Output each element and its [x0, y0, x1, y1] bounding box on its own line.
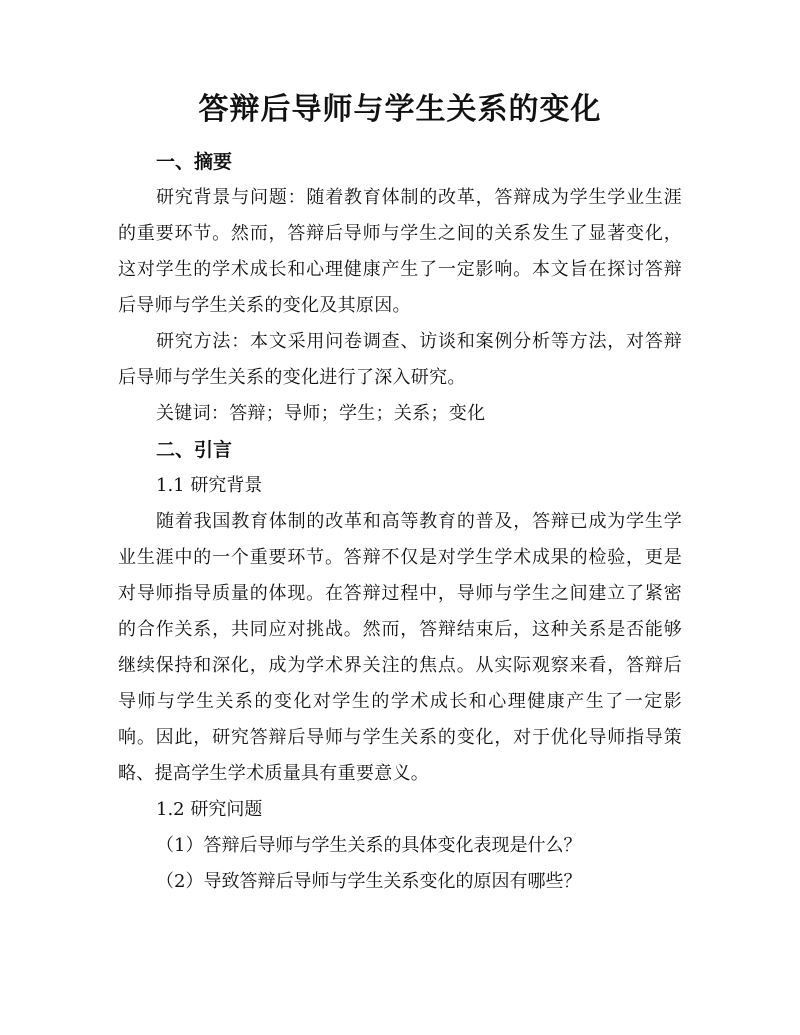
- research-question-item: （1）答辩后导师与学生关系的具体变化表现是什么？: [156, 835, 582, 856]
- keywords-line: 关键词：答辩；导师；学生；关系；变化: [156, 403, 486, 424]
- research-question-item: （2）导致答辩后导师与学生关系变化的原因有哪些？: [156, 871, 582, 892]
- research-questions-heading: 1.2 研究问题: [156, 799, 263, 820]
- introduction-heading: 二、引言: [156, 439, 233, 461]
- research-background-heading: 1.1 研究背景: [156, 475, 263, 496]
- document-title: 答辩后导师与学生关系的变化: [198, 92, 602, 127]
- abstract-background-paragraph: 研究背景与问题：随着教育体制的改革，答辩成为学生学业生涯的重要环节。然而，答辩后导师与学生之间的关系发生了显著变化，这对学生的学术成长和心理健康产生了一定影响。本文旨在探讨答辩后导师与学生关系的变化及其原因。: [118, 187, 682, 316]
- research-background-paragraph: 随着我国教育体制的改革和高等教育的普及，答辩已成为学生学业生涯中的一个重要环节。答辩不仅是对学生学术成果的检验，更是对导师指导质量的体现。在答辩过程中，导师与学生之间建立了紧密的合作关系，共同应对挑战。然而，答辩结束后，这种关系是否能够继续保持和深化，成为学术界关注的焦点。从实际观察来看，答辩后导师与学生关系的变化对学生的学术成长和心理健康产生了一定影响。因此，研究答辩后导师与学生关系的变化，对于优化导师指导策略、提高学生学术质量具有重要意义。: [118, 511, 682, 784]
- abstract-methods-paragraph: 研究方法：本文采用问卷调查、访谈和案例分析等方法，对答辩后导师与学生关系的变化进行了深入研究。: [118, 331, 682, 388]
- abstract-heading: 一、摘要: [156, 151, 233, 173]
